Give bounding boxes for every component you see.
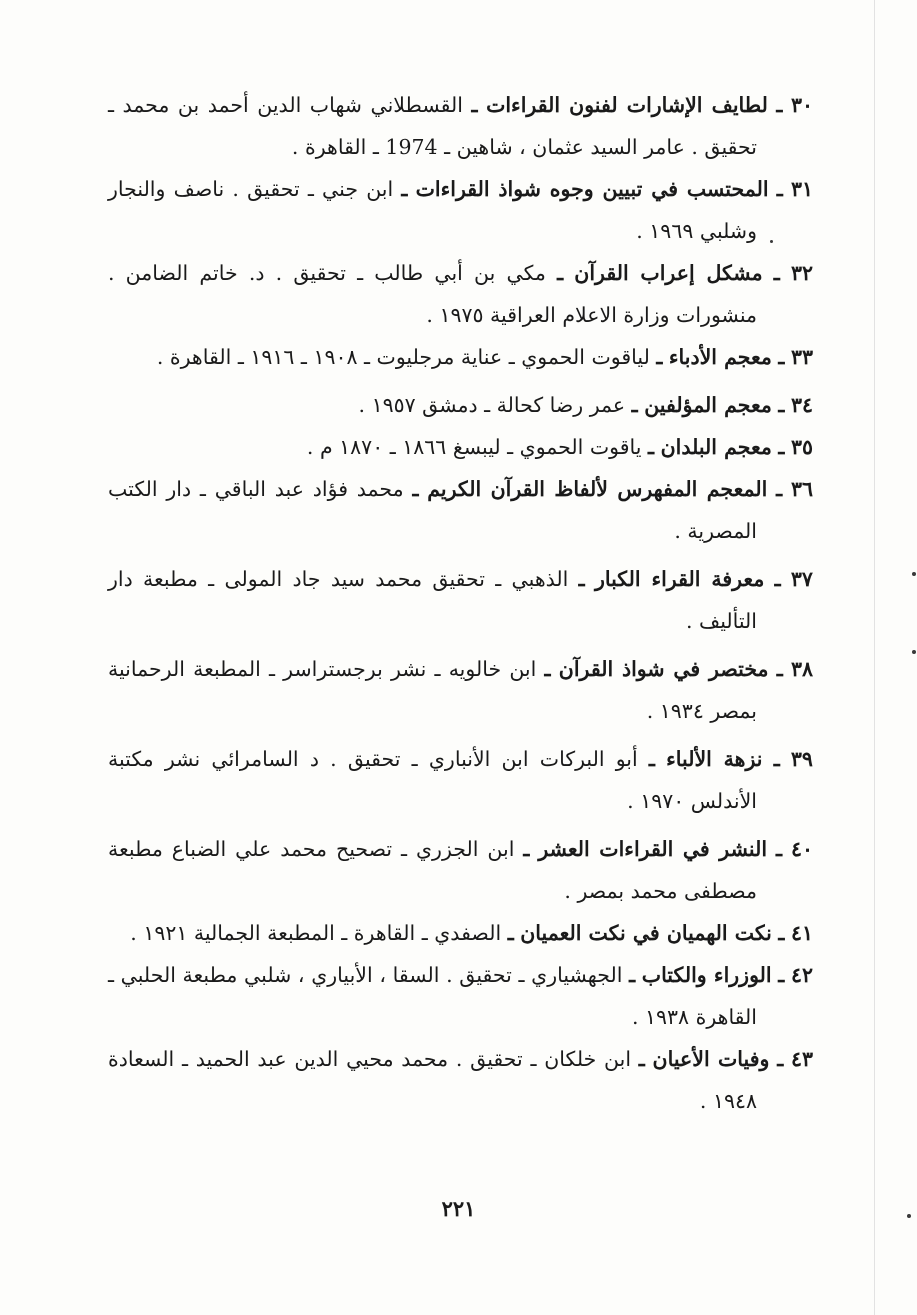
entry-title: نزهة الألباء [666, 747, 763, 771]
bibliography-entry [108, 168, 813, 252]
entry-separator: ـ [523, 837, 530, 861]
entry-separator: ـ [578, 567, 585, 591]
entry-separator: ـ [778, 345, 785, 369]
entry-separator: ـ [507, 921, 514, 945]
entry-separator: ـ [631, 393, 638, 417]
margin-speck [912, 572, 916, 576]
entry-separator: ـ [773, 261, 780, 285]
entry-title: مختصر في شواذ القرآن [558, 657, 769, 681]
entry-title: معجم البلدان [660, 435, 772, 459]
entry-title: المحتسب في تبيين وجوه شواذ القراءات [415, 177, 769, 201]
entry-title: معرفة القراء الكبار [594, 567, 765, 591]
entry-details: ابن خلكان ـ تحقيق . محمد محيي الدين عبد الحميد ـ السعادة ١٩٤٨ . [108, 1047, 757, 1113]
entry-separator: ـ [778, 435, 785, 459]
bibliography-entry [108, 648, 813, 732]
entry-separator: ـ [656, 345, 663, 369]
entry-separator: ـ [778, 963, 785, 987]
entry-number: ٣٨ [790, 657, 813, 681]
entry-separator: ـ [544, 657, 551, 681]
bibliography-entry [108, 84, 813, 168]
entry-title: نكت الهميان في نكت العميان [520, 921, 772, 945]
bibliography-entry [108, 426, 813, 468]
entry-title: المعجم المفهرس لألفاظ القرآن الكريم [427, 477, 768, 501]
entry-separator: ـ [773, 747, 780, 771]
bibliography-entry [108, 468, 813, 552]
entry-title: الوزراء والكتاب [641, 963, 772, 987]
entry-separator: ـ [777, 1047, 784, 1071]
entry-number: ٤٠ [790, 837, 813, 861]
entry-number: ٣٠ [790, 93, 813, 117]
entry-separator: ـ [776, 93, 783, 117]
entry-title: معجم الأدباء [668, 345, 772, 369]
entry-details: ابن جني ـ تحقيق . ناصف والنجار وشلبي ١٩٦٩ . [108, 177, 757, 243]
bibliography-list [108, 84, 813, 1122]
page-edge-line [874, 0, 875, 1315]
entry-title: مشكل إعراب القرآن [574, 261, 763, 285]
entry-separator: ـ [629, 963, 636, 987]
entry-separator: ـ [648, 747, 655, 771]
bibliography-entry [108, 252, 813, 336]
bibliography-entry [108, 384, 813, 426]
entry-separator: ـ [638, 1047, 645, 1071]
bibliography-entry [108, 738, 813, 822]
bibliography-entry [108, 828, 813, 912]
bibliography-entry [108, 1038, 813, 1122]
entry-details: القسطلاني شهاب الدين أحمد بن محمد ـ تحقيق . عامر السيد عثمان ، شاهين ـ 1974 ـ القاهرة . [108, 93, 757, 159]
entry-details: الذهبي ـ تحقيق محمد سيد جاد المولى ـ مطبعة دار التأليف . [108, 567, 757, 633]
entry-separator: ـ [557, 261, 564, 285]
entry-title: النشر في القراءات العشر [538, 837, 768, 861]
entry-separator: ـ [776, 177, 783, 201]
entry-separator: ـ [774, 567, 781, 591]
entry-separator: ـ [471, 93, 478, 117]
bibliography-entry [108, 912, 813, 954]
entry-details: ابن الجزري ـ تصحيح محمد علي الضباع مطبعة مصطفى محمد بمصر . [108, 837, 757, 903]
entry-details: الصفدي ـ القاهرة ـ المطبعة الجمالية ١٩٢١ . [130, 921, 502, 945]
entry-details: محمد فؤاد عبد الباقي ـ دار الكتب المصرية . [108, 477, 757, 543]
entry-details: عمر رضا كحالة ـ دمشق ١٩٥٧ . [358, 393, 626, 417]
entry-number: ٤٢ [790, 963, 813, 987]
entry-number: ٤٣ [790, 1047, 813, 1071]
entry-details: ابن خالويه ـ نشر برجستراسر ـ المطبعة الرحمانية بمصر ١٩٣٤ . [108, 657, 757, 723]
entry-separator: ـ [778, 393, 785, 417]
entry-number: ٣٣ [790, 345, 813, 369]
entry-number: ٣١ [790, 177, 813, 201]
entry-number: ٤١ [790, 921, 813, 945]
entry-number: ٣٦ [790, 477, 813, 501]
bibliography-entry [108, 336, 813, 378]
entry-number: ٣٢ [790, 261, 813, 285]
entry-separator: ـ [412, 477, 419, 501]
entry-details: لياقوت الحموي ـ عناية مرجليوت ـ ١٩٠٨ ـ ١٩١٦ ـ القاهرة . [156, 345, 650, 369]
entry-separator: ـ [776, 657, 783, 681]
entry-title: وفيات الأعيان [652, 1047, 770, 1071]
page-number: ٢٢١ [441, 1196, 476, 1221]
entry-details: الجهشياري ـ تحقيق . السقا ، الأبياري ، شلبي مطبعة الحلبي ـ القاهرة ١٩٣٨ . [108, 963, 757, 1029]
entry-separator: ـ [648, 435, 655, 459]
entry-details: أبو البركات ابن الأنباري ـ تحقيق . د السامرائي نشر مكتبة الأندلس ١٩٧٠ . [108, 747, 757, 813]
bibliography-entry [108, 954, 813, 1038]
entry-details: مكي بن أبي طالب ـ تحقيق . د. خاتم الضامن . منشورات وزارة الاعلام العراقية ١٩٧٥ . [108, 261, 757, 327]
entry-separator: ـ [778, 921, 785, 945]
entry-number: ٣٧ [790, 567, 813, 591]
entry-separator: ـ [776, 477, 783, 501]
bibliography-entry [108, 558, 813, 642]
entry-number: ٣٥ [790, 435, 813, 459]
entry-separator: ـ [775, 837, 782, 861]
entry-title: معجم المؤلفين [644, 393, 772, 417]
entry-separator: ـ [401, 177, 408, 201]
margin-speck [912, 650, 916, 654]
entry-number: ٣٤ [790, 393, 813, 417]
entry-title: لطايف الإشارات لفنون القراءات [486, 93, 768, 117]
entry-number: ٣٩ [790, 747, 813, 771]
entry-details: ياقوت الحموي ـ ليبسغ ١٨٦٦ ـ ١٨٧٠ م . [306, 435, 642, 459]
